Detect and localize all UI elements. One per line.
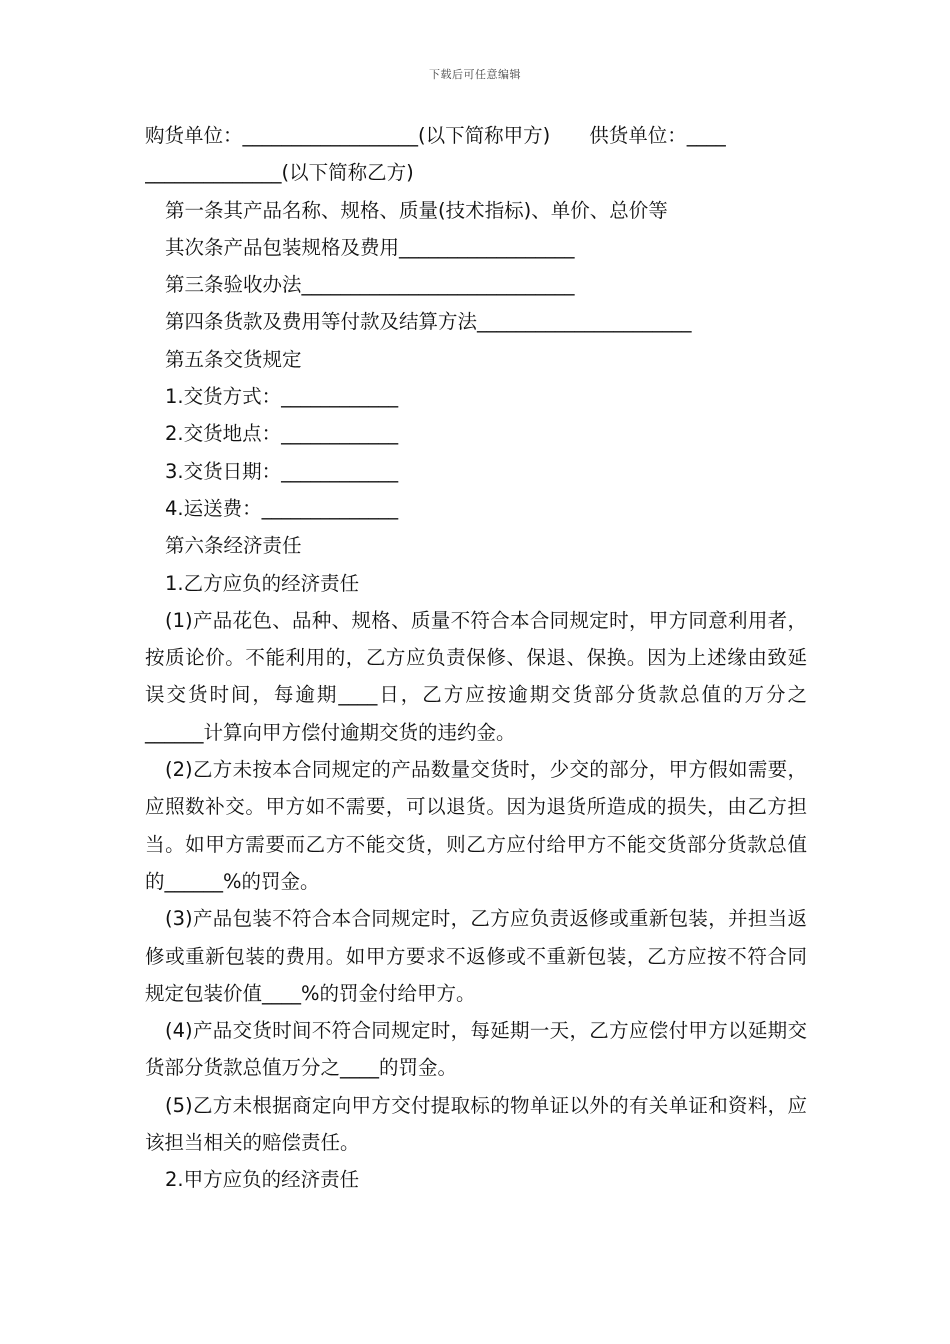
- delivery-date: 3.交货日期：____________: [165, 459, 399, 483]
- article-1: 第一条其产品名称、规格、质量(技术指标)、单价、总价等: [165, 198, 668, 222]
- article-6: 第六条经济责任: [165, 534, 302, 558]
- delivery-location: 2.交货地点：____________: [165, 422, 399, 446]
- clause-2: (2)乙方未按本合同规定的产品数量交货时，少交的部分，甲方假如需要，应照数补交。甲方如不需要，可以退货。因为退货所造成的损失，由乙方担当。如甲方需要而乙方不能交货，则乙方应付给甲方不能交货部分货款总值的______%的罚金。: [145, 758, 807, 893]
- supplier-continuation-line: ______________(以下简称乙方): [145, 161, 414, 185]
- clause-4: (4)产品交货时间不符合同规定时，每延期一天，乙方应偿付甲方以延期交货部分货款总值万分之____的罚金。: [145, 1019, 807, 1080]
- buyer-supplier-line: 购货单位：__________________(以下简称甲方) 供货单位：____: [145, 124, 726, 147]
- clause-1: (1)产品花色、品种、规格、质量不符合本合同规定时，甲方同意利用者，按质论价。不能利用的，乙方应负责保修、保退、保换。因为上述缘由致延误交货时间，每逾期____日，乙方应按逾期交货部分货款总值的万分之______计算向甲方偿付逾期交货的违约金。: [145, 608, 807, 744]
- article-5: 第五条交货规定: [165, 347, 302, 371]
- party-b-liability-heading: 1.乙方应负的经济责任: [165, 571, 360, 595]
- article-4: 第四条货款及费用等付款及结算方法______________________: [165, 310, 692, 334]
- header-note: 下载后可任意编辑: [429, 68, 521, 81]
- shipping-fee: 4.运送费：______________: [165, 496, 399, 520]
- contract-body: [145, 117, 807, 1199]
- article-2: 其次条产品包装规格及费用__________________: [165, 235, 575, 259]
- party-a-liability-heading: 2.甲方应负的经济责任: [165, 1168, 360, 1192]
- clause-3: (3)产品包装不符合本合同规定时，乙方应负责返修或重新包装，并担当返修或重新包装的费用。如甲方要求不返修或不重新包装，乙方应按不符合同规定包装价值____%的罚金付给甲方。: [145, 907, 807, 1005]
- clause-5: (5)乙方未根据商定向甲方交付提取标的物单证以外的有关单证和资料，应该担当相关的赔偿责任。: [145, 1093, 807, 1155]
- delivery-method: 1.交货方式：____________: [165, 385, 399, 409]
- article-3: 第三条验收办法____________________________: [165, 273, 575, 297]
